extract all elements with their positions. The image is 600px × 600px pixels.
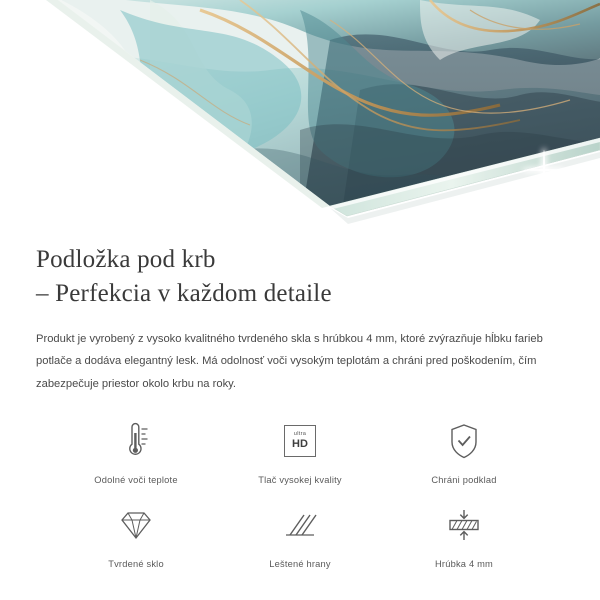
feature-label: Odolné voči teplote (94, 475, 178, 486)
thickness-arrows-icon (444, 503, 484, 547)
feature-item-print-quality (218, 419, 382, 485)
feature-item-thickness (382, 503, 546, 569)
content-block (0, 225, 600, 569)
description-paragraph: Produkt je vyrobený z vysoko kvalitného tvrdeného skla s hrúbkou 4 mm, ktoré zvýrazňuje hĺbku farieb potlače a dodáva elegantný lesk. Má odolnosť voči vysokým teplotám a chráni pred poškodením, čím zabezpečuje priestor okolo krbu na roky. (36, 333, 543, 390)
feature-item-polished-edges (218, 503, 382, 569)
hero-image (0, 0, 600, 225)
ultra-hd-badge-top: ultra (293, 431, 307, 438)
polished-edges-icon (280, 503, 320, 547)
feature-grid (36, 419, 564, 569)
feature-item-tempered-glass (54, 503, 218, 569)
feature-item-protects-surface (382, 419, 546, 485)
headline-line-1: Podložka pod krb (36, 246, 216, 273)
headline-line-2: – Perfekcia v každom detaile (36, 279, 332, 307)
diamond-icon (116, 503, 156, 547)
thermometer-icon (119, 419, 153, 463)
ultra-hd-badge-bottom: HD (292, 438, 308, 451)
feature-item-temperature (54, 419, 218, 485)
feature-label: Leštené hrany (269, 559, 331, 570)
feature-label: Chráni podklad (431, 475, 497, 486)
marble-glass-illustration (0, 0, 600, 225)
shield-check-icon (447, 419, 481, 463)
feature-label: Tlač vysokej kvality (258, 475, 342, 486)
ultra-hd-icon (284, 419, 316, 463)
feature-label: Hrúbka 4 mm (435, 559, 493, 570)
page-title (36, 243, 564, 310)
feature-label: Tvrdené sklo (108, 559, 164, 570)
